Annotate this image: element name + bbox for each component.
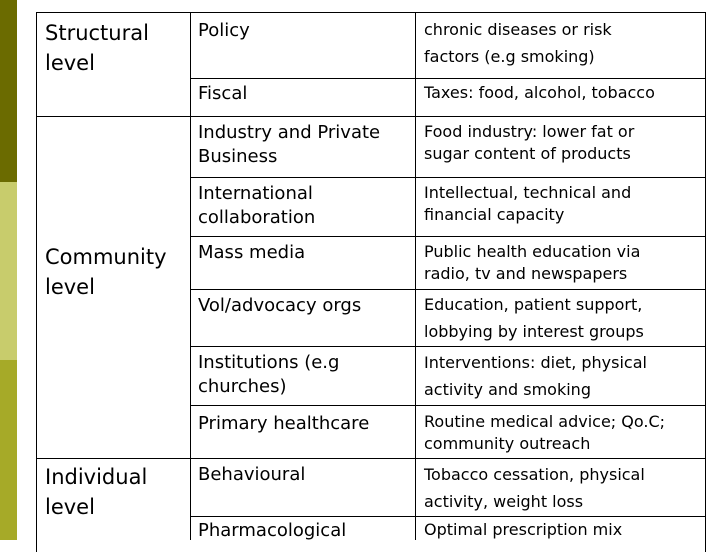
level-structural: Structural level	[45, 21, 149, 75]
description-industry: Food industry: lower fat or sugar content of products	[424, 122, 635, 163]
description-international: Intellectual, technical and financial capacity	[424, 183, 632, 224]
column-divider-2	[415, 12, 416, 540]
description-mass-media: Public health education via radio, tv and newspapers	[424, 242, 641, 283]
row-divider	[190, 78, 706, 79]
category-fiscal: Fiscal	[198, 83, 248, 104]
row-divider	[190, 346, 706, 347]
row-divider	[190, 405, 706, 406]
category-international: International collaboration	[198, 183, 316, 228]
level-individual: Individual level	[45, 465, 148, 519]
row-divider	[36, 458, 706, 459]
accent-bar-middle	[0, 182, 17, 360]
column-divider-1	[190, 12, 191, 540]
description-primary-healthcare: Routine medical advice; Qo.C; community outreach	[424, 412, 666, 453]
row-divider	[190, 236, 706, 237]
accent-bar-top	[0, 0, 17, 182]
row-divider	[190, 177, 706, 178]
row-divider	[190, 289, 706, 290]
description-fiscal: Taxes: food, alcohol, tobacco	[424, 83, 655, 102]
accent-bar-bottom	[0, 360, 17, 540]
category-pharmacological: Pharmacological	[198, 520, 347, 541]
description-vol-advocacy: Education, patient support, lobbying by interest groups	[424, 295, 644, 341]
level-community: Community level	[45, 245, 167, 299]
category-mass-media: Mass media	[198, 242, 306, 263]
category-primary-healthcare: Primary healthcare	[198, 413, 370, 434]
category-industry: Industry and Private Business	[198, 122, 381, 167]
description-institutions: Interventions: diet, physical activity and smoking	[424, 353, 647, 399]
row-divider	[190, 516, 706, 517]
description-behavioural: Tobacco cessation, physical activity, weight loss	[424, 465, 645, 511]
category-behavioural: Behavioural	[198, 464, 306, 485]
description-policy: chronic diseases or risk factors (e.g smoking)	[424, 20, 612, 66]
category-institutions: Institutions (e.g churches)	[198, 352, 340, 397]
category-vol-advocacy: Vol/advocacy orgs	[198, 295, 362, 316]
row-divider	[36, 116, 706, 117]
category-policy: Policy	[198, 20, 250, 41]
description-pharmacological: Optimal prescription mix	[424, 520, 623, 539]
